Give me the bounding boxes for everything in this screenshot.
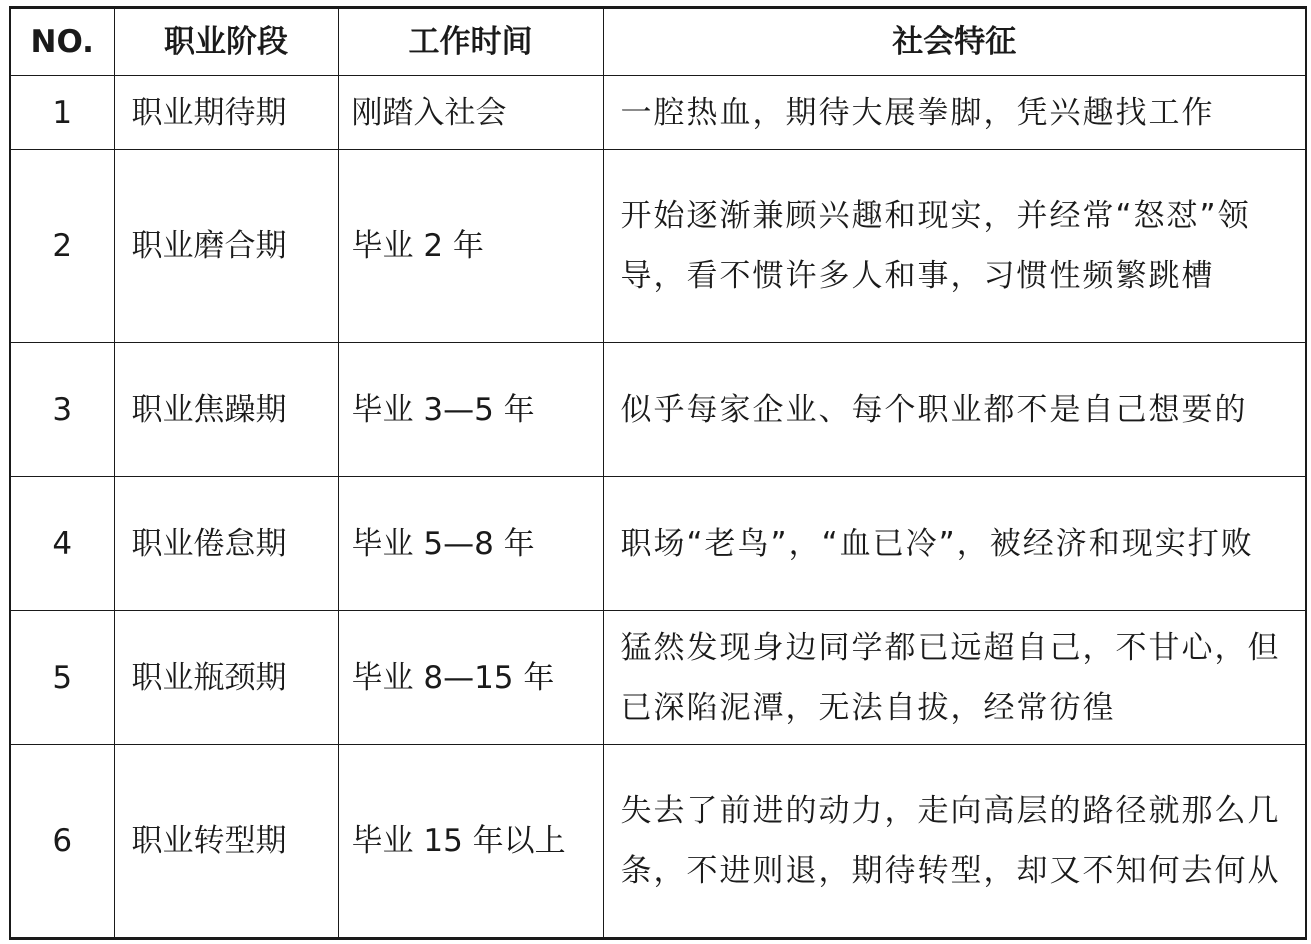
cell-feature: 一腔热血，期待大展拳脚，凭兴趣找工作	[603, 76, 1306, 150]
cell-no: 2	[10, 150, 114, 343]
career-stages-table-container	[9, 6, 1305, 940]
cell-feature: 猛然发现身边同学都已远超自己，不甘心，但已深陷泥潭，无法自拔，经常彷徨	[603, 611, 1306, 745]
table-header-row	[10, 8, 1306, 76]
header-time: 工作时间	[338, 8, 603, 76]
table-row	[10, 745, 1306, 939]
header-no: NO.	[10, 8, 114, 76]
table-row	[10, 477, 1306, 611]
cell-time: 刚踏入社会	[338, 76, 603, 150]
cell-time: 毕业 5—8 年	[338, 477, 603, 611]
cell-no: 5	[10, 611, 114, 745]
cell-stage: 职业倦怠期	[114, 477, 338, 611]
cell-no: 6	[10, 745, 114, 939]
cell-feature: 职场“老鸟”，“血已冷”，被经济和现实打败	[603, 477, 1306, 611]
table-row	[10, 150, 1306, 343]
cell-stage: 职业磨合期	[114, 150, 338, 343]
header-stage: 职业阶段	[114, 8, 338, 76]
cell-feature: 开始逐渐兼顾兴趣和现实，并经常“怒怼”领导，看不惯许多人和事，习惯性频繁跳槽	[603, 150, 1306, 343]
header-feature: 社会特征	[603, 8, 1306, 76]
cell-time: 毕业 2 年	[338, 150, 603, 343]
cell-no: 3	[10, 343, 114, 477]
cell-time: 毕业 8—15 年	[338, 611, 603, 745]
cell-time: 毕业 15 年以上	[338, 745, 603, 939]
cell-time: 毕业 3—5 年	[338, 343, 603, 477]
cell-stage: 职业焦躁期	[114, 343, 338, 477]
cell-feature: 失去了前进的动力，走向高层的路径就那么几条，不进则退，期待转型，却又不知何去何从	[603, 745, 1306, 939]
cell-no: 4	[10, 477, 114, 611]
table-row	[10, 76, 1306, 150]
cell-stage: 职业转型期	[114, 745, 338, 939]
cell-feature: 似乎每家企业、每个职业都不是自己想要的	[603, 343, 1306, 477]
career-stages-table	[9, 6, 1307, 940]
cell-stage: 职业期待期	[114, 76, 338, 150]
table-row	[10, 611, 1306, 745]
cell-stage: 职业瓶颈期	[114, 611, 338, 745]
cell-no: 1	[10, 76, 114, 150]
table-row	[10, 343, 1306, 477]
